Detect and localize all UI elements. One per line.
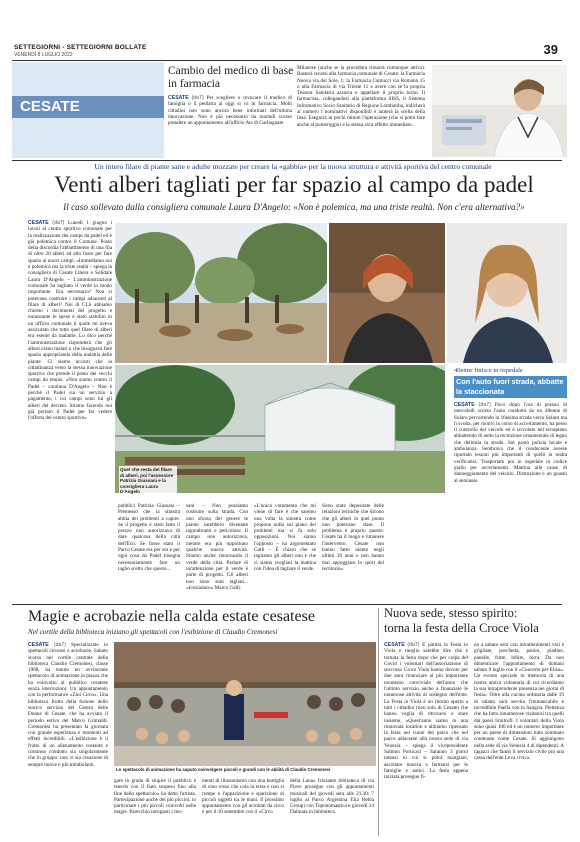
- story3-kicker-note: (da7): [407, 642, 420, 648]
- pharmacy-photo: [432, 65, 567, 157]
- story2-column-2: gare in grado di stupire il pubblico e tenerlo con il fiato sospeso fino alla fine dello spettacolo» ha detto l'artista. Partecipazione anche dei più piccini, in particolare i più piccoli coinvolti nelle magie. Parecchio intriganti i mo-: [114, 778, 196, 816]
- main-kicker: CESATE: [28, 220, 49, 226]
- main-column-2: pubblici Patrizia Giussani – Premesso che la sinistra abbia dei problemi a capire. Se il progetto è stato fatto il prezzo non autorizzava di dare qualcosa della città dell'Eco. Se fosse stato il Parco Cesate era per ora e per ogni cosa da Padel bisogna necessariamente fare un taglio scelto che questo...: [118, 503, 180, 572]
- story2-column-1: [28, 642, 108, 834]
- story3-column-1: [384, 642, 468, 836]
- main-column-5: Sono state depositate delle relazioni tecniche che dicono che gli alberi in quel punto non potevano stare. Il problema è proprio questo: Cesate ha il luogo e rimanere l'intervento. Cesate non hanno fatto niente negli ultimi 20 anni e non hanno mai appoggiato lo sport del territorio».: [322, 503, 384, 572]
- sidebar-kicker-note: (da7): [478, 402, 491, 408]
- story3-text-1: È partita la Festa in Viola e meglio sarebbe dire che è tornata la festa dopo che per colpa del Covid i volontari dell'associazione di soccorso Croce Viola hanno dovuto per due anni rinunciare al più importante momento conviviale dell'anno che l'ultimo servizio anche a finanziare le numerose attività di sostegno dell'ente. La Festa in Viola è un ritorno aperto a tutti i cittadini (non solo di Cesate) che hanno voglia di ritrovarsi e stare insieme. «Quest'anno siamo in una rinnovata location e abbiamo ripensato la festa nel cuore del parco che nel parco adiacente alla nostra sede di via Venezia – spiega il vicepresidente Salmon Porticaci – Saranno 3 giorni intensi in cui si potrà mangiare, ascoltare musica e fermarsi per le famiglie e amici. La festa appena iniziata prosegue fi-: [384, 642, 468, 781]
- newspaper-name: SETTEGIORNI - SETTEGIORNI BOLLATE: [14, 44, 147, 51]
- dangelo-portrait: [447, 223, 567, 363]
- story3-kicker: CESATE: [384, 642, 405, 648]
- story2-column-4: della Luna» frizzante biblioteca di via Piave prosegue con gli appuntamenti musicali del giovedì sera alle 21.30: 7 luglio al Parco Argentina Elia Rebla Group) con Toponomastica e giovedì 14 Dalmata in biblioteca.: [290, 778, 374, 816]
- story2-kicker: CESATE: [28, 642, 49, 648]
- sidebar-kicker: CESATE: [454, 402, 475, 408]
- felled-trees-photo: [115, 223, 327, 363]
- main-kicker-note: (da7): [52, 220, 65, 226]
- brief-column-1: [168, 95, 292, 155]
- story2-photo-caption: Lo spettacolo di animazione ha saputo coinvolgere piccoli e grandi con le abilità di Claudio Cremonesi: [116, 767, 331, 772]
- brief-column-2: Milanese (anche se la procedura rimarrà comunque attiva). Basterà recarsi alla farmacia comunale di Cesate: la Farmacia Nuova via del Sole, 1; la Farmacia Cantucci via Romanò 15 o alla Farmacia di via Trieste 11 e avere con sé la propria Tessera Sanitaria azzurra e appellare il proprio turno. Il farmacista, collegandosi alla piattaforma SISS, il Sistema Informativo Socio Sanitario di Regione Lombardia, indicherà al numero i nominativi disponibili e aiuterà la scelta della lista. Eseguirà in pochi minuti l'operazione (che si potrà fare anche al pomeriggio) e la stessa avrà effetto immediato.: [297, 65, 425, 128]
- sidebar-overline: 40enne finisce in ospedale: [454, 367, 523, 374]
- section-label: CESATE: [12, 96, 164, 118]
- acrobat-show-photo: [114, 642, 376, 766]
- brief-headline: Cambio del medico di base in farmacia: [168, 65, 294, 90]
- main-headline: Venti alberi tagliati per far spazio al campo da padel: [54, 172, 534, 197]
- story3-headline-line2: torna la festa della Croce Viola: [384, 621, 539, 635]
- story3-headline-line1: Nuova sede, stesso spirito:: [384, 606, 518, 620]
- main-photo-caption: Quel che resta del filare di alberi, poi l'assessore Patrizia Giussani e la consigliera Laura D'Angelo: [119, 466, 177, 510]
- main-column-3: sani – Non possiamo costruire sulla strada. Con uno sforzo del genere le piante sarebbero diventate ingombranti e pericolose. Il campo non autorizzava, mentre era più opportuno qualche nuova attività. Stiamo anche rinnovando il verde della città. Parlare di un'attenzione per il verde è parte di progetto. Gli alberi non sono stati tagliati... «Icosiadaco» Marco Galli.: [186, 503, 248, 591]
- main-text-1: Lunedì 1 giugno i lavori al centro sportivo comunale per la realizzazione dei campi da padel ed è già polemica contro il Comune. Posto della discordia l'abbattimento di una fila di oltre 20 alberi ad alto fusto per fare spazio ai nuovi campi. «Immediamo noi è polemica ma la triste realtà – spiega la consigliera di Cesate Libera e Solidale Laura D'Angelo – L'amministrazione comunale ha tagliato il verde in modo importante. Era necessario? Non si potevano costruire i campi adiacenti al filare di alberi? Noi di CLS abbiamo chiesto i documenti del progetto e nonostante le spese è stato stabilito in un ufficio comunale il quale mi aveva assicurato che tutto quel filare di alberi era esente da malattie. Lo dico perché l'amministrazione risponderà che gli alberi erano malati o che bisognava fare spazio appropriando della malattia delle piante. Ci siamo accorti che la cittadinanza verso la stessa innovazione sportiva che prende il posto dei vecchi campi da tennis. «Non siamo contro il Padel – continua D'Angelo – Non è perché il Padel sia un servizio a pagamento, i cui campi sono lui gli alberi del decreto. Stiamo facendo noi già portato il Padel per far vedere l'offerta del centro sportivo»: [28, 220, 112, 422]
- brief-text-1: Per scegliere o revocare il medico di famiglia o il pediatra ai oggi si va in farmacia. Molti cittadini non sono ancora bene informati dell'ultima innovazione. Non è più necessario da martedì scorso prendere un appuntamento all'ufficio Ats di Garbagnate: [168, 95, 292, 127]
- story2-headline: Magie e acrobazie nella calda estate cesatese: [28, 608, 315, 625]
- header-rule: [12, 60, 562, 61]
- sidebar-text: Poco dopo l'ora di pranzo di mercoledì scorso l'auto condotta da un 40enne di Solaro percorrendo la 16esima strada verso Solaro ma lì svolta, per motivi in corso di accertamento, ha perso il controllo del veicolo ed è scivolato nel terrapieno abbattendo di netto la recinzione ornamentale di legno che delimita la strada. Sul posto polizia locale e ambulanza. Sembrava che il conducente avesse riportato lesioni più importanti di quelli in realtà verificatisi. Trasportato poi in ospedale in codice giallo per accertamenti. Mattina alle cause di danneggiamento del veicolo. Distruzione e un guasto al semiasse.: [454, 402, 567, 484]
- section-divider: [12, 160, 562, 161]
- story3-column-2: no a sabato sera con intrattenimenti vari e grigliate, porchetta, panini, piadine, panelle, fritte, bibite, birra. Da non dimenticare l'appuntamento di domani sabato 9 luglio con il «Concerto per Elisa». Un evento speciale in memoria di una nostra amica volontaria di cui ricordiamo la sua intraprendente presenza nei giorni di festa». Oltre alla cucina ordinaria dalle 19 di sabato sarà servita l'immancabile e incredibile Paella con la Sangria. Plettenza che ha fatto innumerose visitatori tra quelli dai paesi limitrofi. I volontari della Viola sono quasi 100 ed è un numero importante per un paese di dimensioni tutto sommato contenute come Cesate. Si aggiungono nella sede di via Venezia 4 di dipendenti. A ragazzi che fanno il servizio civile più una cassa dell'ente Leva civica.: [474, 642, 564, 762]
- sidebar-column: [454, 402, 567, 602]
- story2-text-1: Specializzato in spettacoli circensi e acrobazie. Sabato scorso nel cortile centrale della biblioteca Claudio Cremonesi, classe 1968, ha tenuto un avvincente spettacolo di animazione in piazza che ha coinvolto al pubblico cesatese senza interruzioni. Un appuntamento con la performance «Zini Circo». Una biblioteca frutto della fusione dello storico servizio del Centro delle Donne di Cesate, che ha avviato il periodo estivo del Marco Grimaldi. Cremonesi ha presentato la giornata con grande esperienza e momenti ad effetti incredibili. «L'esibizione è il frutto di un allenamento costante e continuo condotto sia singolarmente che in gruppo: non vi sia creazione di sempre nuove e più mirabolanti: [28, 642, 108, 768]
- main-column-4: «L'unico commento che mi viene di fare è che saremo una volta la sinistra come propone nulla sul piano dei problemi ma si fa solo opposizioni. Noi siamo l'opposto – ha argomentato Galli – È chiaro che se tagliamo gli alberi non è che ci siamo svegliati la mattina con l'idea di tagliare il verde.: [254, 503, 316, 572]
- story2-subheadline: Nel cortile della biblioteca iniziano gli spettacoli con l'esibizione di Claudio Cremonesi: [28, 628, 278, 636]
- giussani-portrait: [329, 223, 445, 363]
- sidebar-headline: Con l'auto fuori strada, abbatte la staccionata: [454, 376, 567, 398]
- brief-kicker-note: (da7): [191, 95, 204, 101]
- brief-kicker: CESATE: [168, 95, 189, 101]
- story2-column-3: menti di illusionismo con una bottiglia di vino rosso che cola in testa e non si rompe e l'apparizione e sparizione di piccoli oggetti tra le mani. Il prossimo appuntamento con gli acrobati da circo è per il 10 settembre con il «Circo: [202, 778, 284, 816]
- page-number: 39: [543, 42, 558, 57]
- issue-date: VENERDÌ 8 LUGLIO 2022: [14, 52, 73, 58]
- main-overline: Un intero filare di piante sane e adulte mozzate per creare la «gabbia» per la nuova struttura e attività sportiva del centro comunale: [94, 162, 492, 171]
- lower-divider: [12, 604, 562, 605]
- column-divider: [378, 608, 379, 836]
- story2-kicker-note: (da7): [53, 642, 66, 648]
- main-subheadline: Il caso sollevato dalla consigliera comunale Laura D'Angelo: «Non è polemica, ma una triste realtà. Non c'era alternativa?»: [63, 202, 525, 212]
